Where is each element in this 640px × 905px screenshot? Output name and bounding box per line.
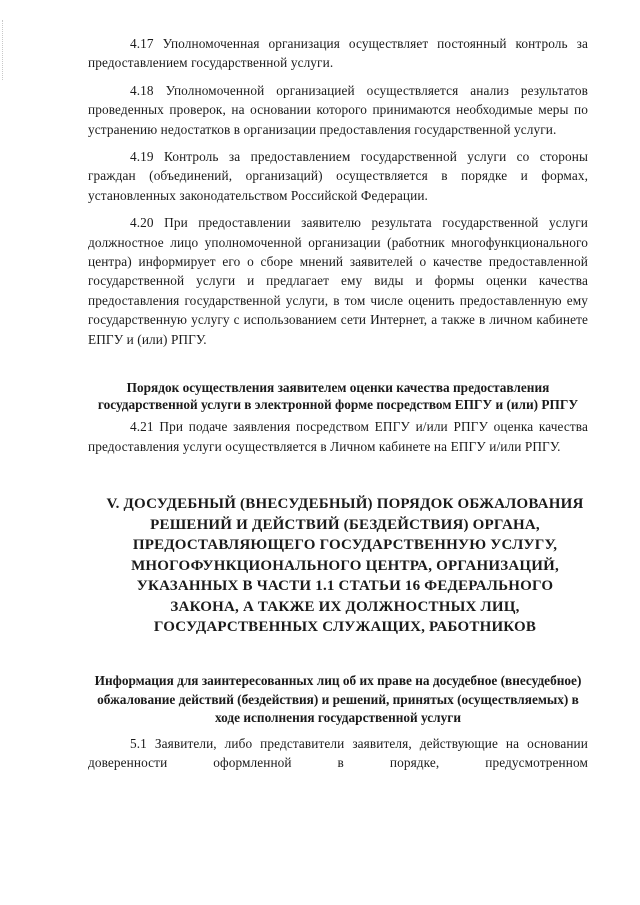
paragraph-4-17: 4.17 Уполномоченная организация осуществляет постоянный контроль за предоставлением государственной услуги. xyxy=(88,36,588,71)
paragraph-4-19: 4.19 Контроль за предоставлением государственной услуги со стороны граждан (объединений, организаций) осуществляется в порядке и формах, установленных законодательством Российской Федерации. xyxy=(88,149,588,203)
document-page xyxy=(88,34,588,773)
paragraph-5-1: 5.1 Заявители, либо представители заявителя, действующие на основании доверенности оформленной в порядке, предусмотренном xyxy=(88,735,588,771)
scan-edge-marks xyxy=(2,20,5,80)
paragraph-4-20: 4.20 При предоставлении заявителю результата государственной услуги должностное лицо уполномоченной организации (работник многофункционального центра) информирует его о сборе мнений заявителей о качестве предоставленной государственной услуги и предлагает ему виды и формы оценки качества предоставления государственной услуги, в том числе оценить предоставленную ему государственную услугу с использованием сети Интернет, а также в личном кабинете ЕПГУ и (или) РПГУ. xyxy=(88,215,588,347)
paragraph-4-21: 4.21 При подаче заявления посредством ЕПГУ и/или РПГУ оценка качества предоставления услуги осуществляется в Личном кабинете на ЕПГУ и/или РПГУ. xyxy=(88,419,588,454)
paragraph-4-18: 4.18 Уполномоченной организацией осуществляется анализ результатов проведенных проверок, на основании которого принимаются необходимые меры по устранению недостатков в организации предоставления государственной услуги. xyxy=(88,82,588,137)
subheading-appeal-rights: Информация для заинтересованных лиц об их праве на досудебное (внесудебное) обжалование действий (бездействия) и решений, принятых (осуществляемых) в ходе исполнения государственной услуги xyxy=(94,673,582,726)
subheading-quality-assessment: Порядок осуществления заявителем оценки качества предоставления государственной услуги в электронной форме посредством ЕПГУ и (или) РПГУ xyxy=(97,380,579,413)
section-v-heading: V. ДОСУДЕБНЫЙ (ВНЕСУДЕБНЫЙ) ПОРЯДОК ОБЖАЛОВАНИЯ РЕШЕНИЙ И ДЕЙСТВИЙ (БЕЗДЕЙСТВИЯ) ОРГАНА, ПРЕДОСТАВЛЯЮЩЕГО ГОСУДАРСТВЕННУЮ УСЛУГУ, МНОГОФУНКЦИОНАЛЬНОГО ЦЕНТРА, ОРГАНИЗАЦИЙ, УКАЗАННЫХ В ЧАСТИ 1.1 СТАТЬИ 16 ФЕДЕРАЛЬНОГО ЗАКОНА, А ТАКЖЕ ИХ ДОЛЖНОСТНЫХ ЛИЦ, ГОСУДАРСТВЕННЫХ СЛУЖАЩИХ, РАБОТНИКОВ xyxy=(106,495,584,636)
